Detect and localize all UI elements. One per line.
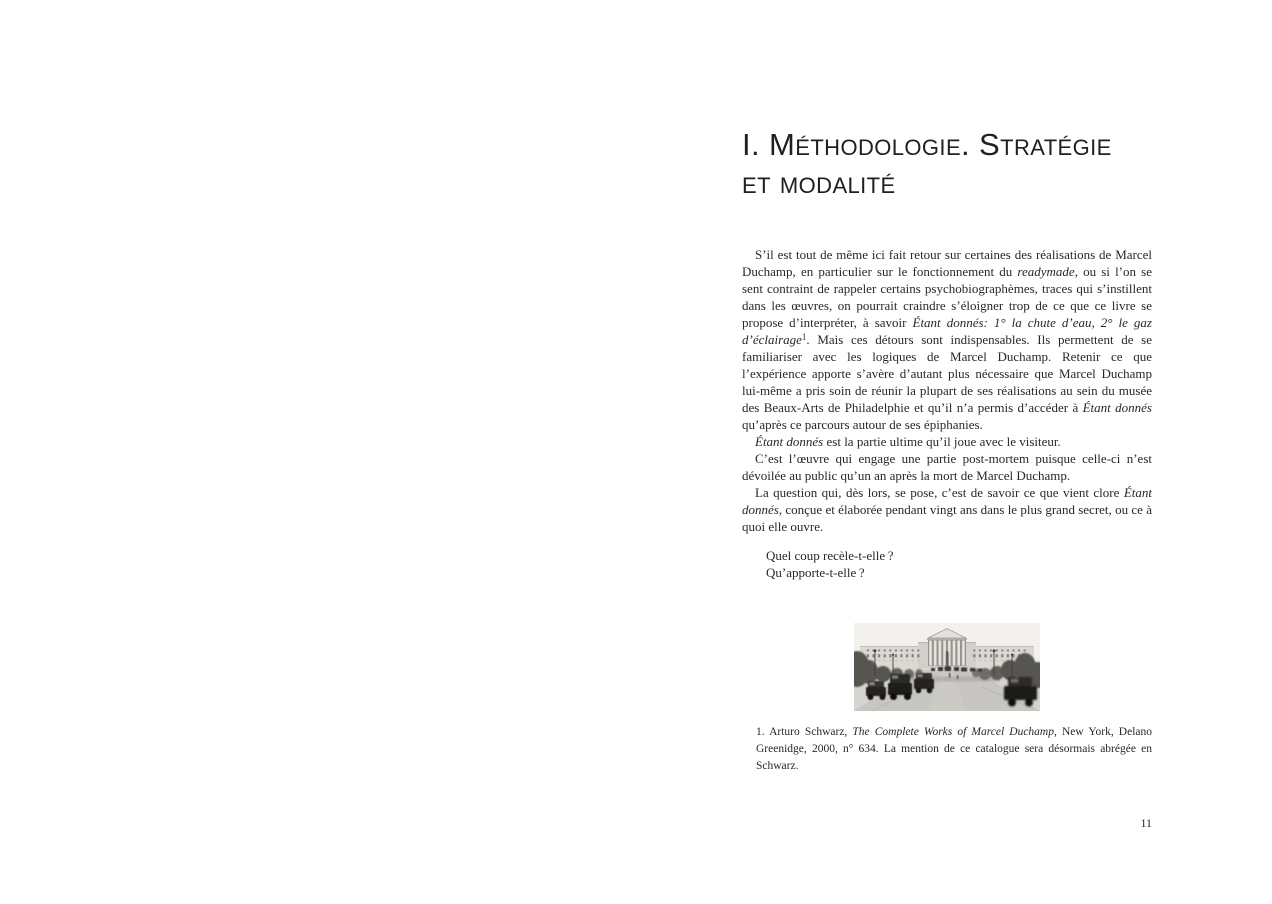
paragraph: Étant donnés est la partie ultime qu’il joue avec le visiteur. — [755, 434, 1061, 449]
footnote-text: 1. Arturo Schwarz, The Complete Works of Marcel Duchamp, New York, Delano Greenidge, 2000, n° 634. La mention de ce catalogue sera désormais abrégée en Schwarz. — [756, 726, 1152, 772]
paragraph: La question qui, dès lors, se pose, c’est de savoir ce que vient clore Étant donnés, conçue et élaborée pendant vingt ans dans le plus grand secret, ou ce à quoi elle ouvre. — [742, 485, 1152, 534]
question-line: Qu’apporte-t-elle ? — [766, 565, 865, 580]
philadelphia-museum-photo — [854, 623, 1040, 711]
paragraph: C’est l’œuvre qui engage une partie post-mortem puisque celle-ci n’est dévoilée au public qu’un an après la mort de Marcel Duchamp. — [742, 451, 1152, 483]
questions-block — [742, 547, 1152, 581]
chapter-title-line2: et modalité — [742, 165, 896, 200]
footnote — [742, 724, 1152, 775]
body-paragraphs — [742, 246, 1152, 535]
chapter-title — [742, 126, 1152, 202]
paragraph: S’il est tout de même ici fait retour sur certaines des réalisations de Marcel Duchamp, en particulier sur le fonctionnement du readymade, ou si l’on se sent contraint de rappeler certains psychobiographèmes, traces qui s’instillent dans les œuvres, on pourrait craindre s’éloigner trop de ce que ce livre se propose d’interpréter, à savoir Étant donnés: 1° la chute d’eau, 2° le gaz d’éclairage$^1$. Mais ces détours sont indispensables. Ils permettent de se familiariser avec les logiques de Marcel Duchamp. Retenir ce que l’expérience apporte s’avère d’autant plus nécessaire que Marcel Duchamp lui-même a pris soin de réunir la plupart de ses réalisations au sein du musée des Beaux-Arts de Philadelphie et qu’il n’a permis d’accéder à Étant donnés qu’après ce parcours autour de ses épiphanies. — [742, 247, 1152, 432]
book-page — [742, 0, 1152, 904]
question-line: Quel coup recèle-t-elle ? — [766, 548, 894, 563]
chapter-title-line1: I. Méthodologie. Stratégie — [742, 127, 1112, 162]
page-number: 11 — [1140, 816, 1152, 830]
museum-photo-illustration — [854, 623, 1040, 711]
